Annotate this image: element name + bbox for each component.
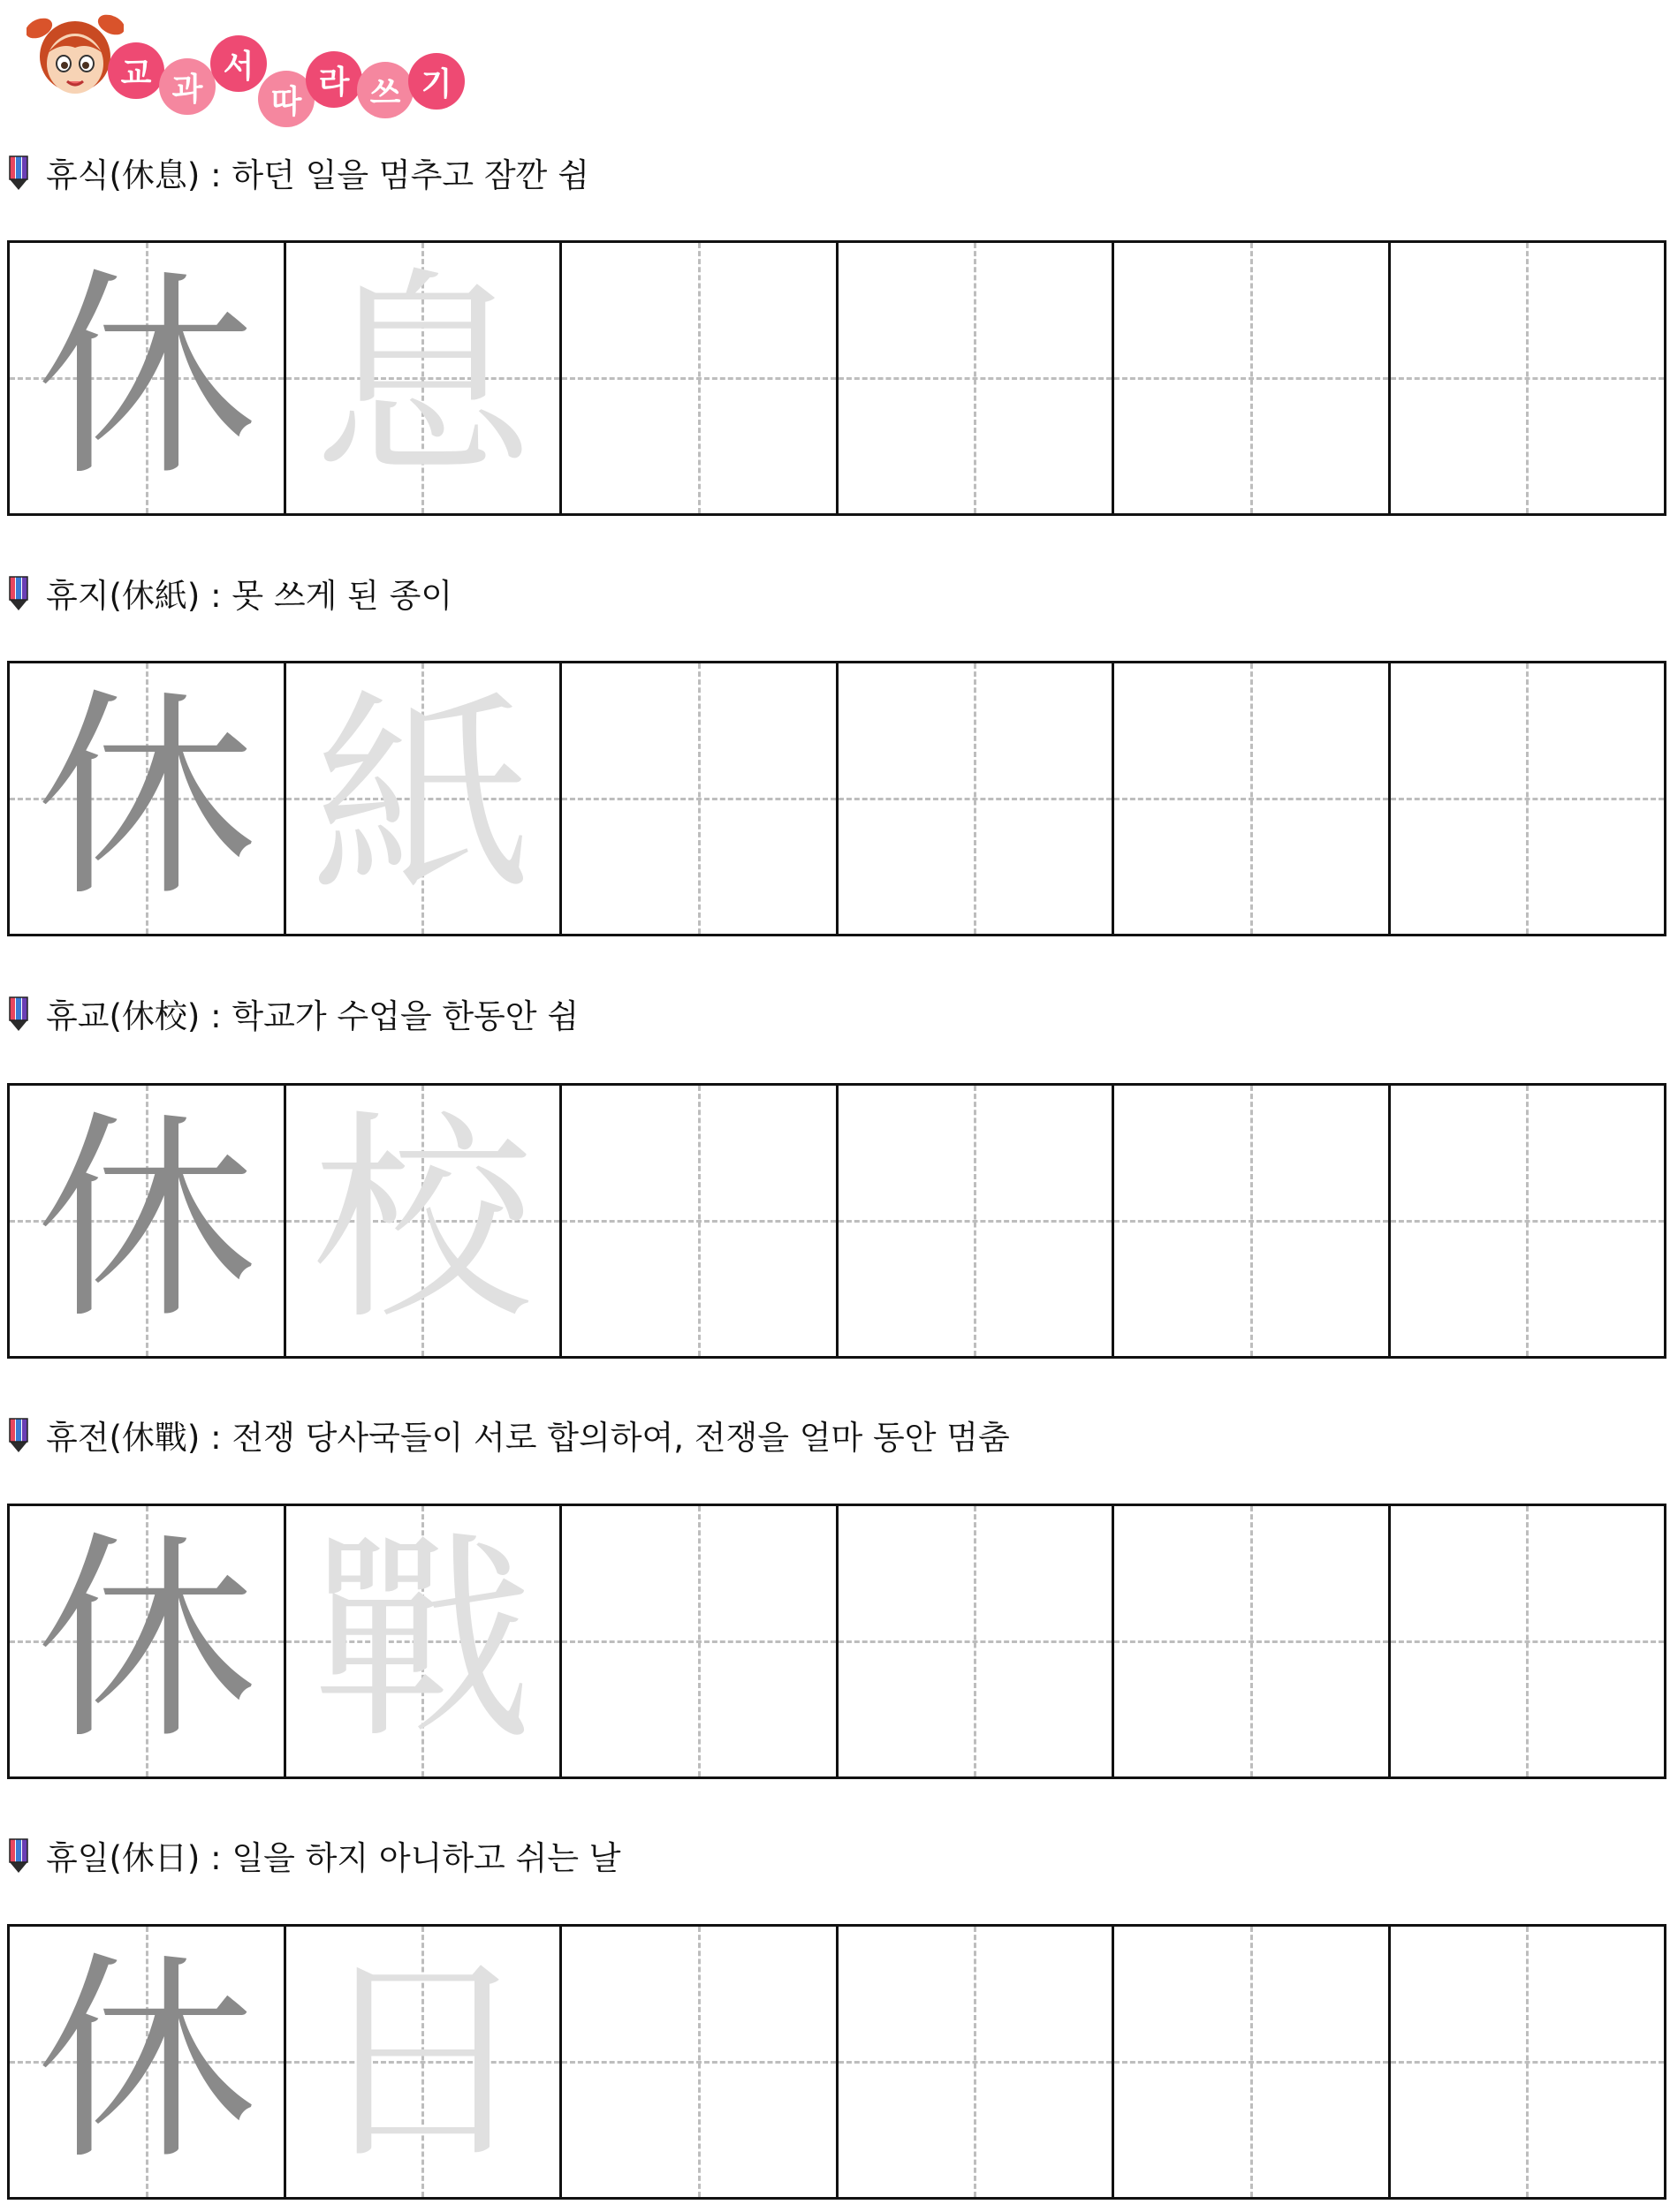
guide-cell [10,1927,284,2197]
practice-cell[interactable] [1112,243,1388,513]
word-heading [7,566,452,619]
guide-cell [284,1927,560,2197]
writing-grid [7,1504,1666,1779]
practice-cell[interactable] [1112,1086,1388,1356]
guide-cell [284,1506,560,1776]
guide-char-light: 日 [312,1933,534,2190]
pencil-icon [7,1837,30,1873]
guide-cell [284,663,560,934]
practice-cell[interactable] [559,1086,836,1356]
guide-char-light: 戰 [312,1512,534,1769]
practice-cell[interactable] [1388,1506,1665,1776]
practice-cell[interactable] [836,663,1112,934]
practice-cell[interactable] [836,1927,1112,2197]
word-definition: 휴지(休紙) : 못 쓰게 된 종이 [46,577,453,615]
practice-cell[interactable] [1388,1086,1665,1356]
practice-cell[interactable] [1388,663,1665,934]
title-char: 쓰 [357,62,414,118]
word-heading [7,1829,621,1882]
practice-cell[interactable] [559,1506,836,1776]
practice-cell[interactable] [1112,1506,1388,1776]
pencil-icon [7,1417,30,1452]
pencil-icon [7,575,30,610]
practice-cell[interactable] [559,243,836,513]
title-char: 기 [408,53,465,110]
guide-cell [10,243,284,513]
word-heading [7,1408,1010,1461]
word-definition: 휴교(休校) : 학교가 수업을 한동안 쉼 [46,997,580,1035]
guide-char-light: 紙 [312,670,534,927]
word-heading [7,146,589,199]
guide-char-light: 息 [312,249,534,506]
page-header [0,0,1670,141]
writing-grid [7,240,1666,516]
word-definition: 휴식(休息) : 하던 일을 멈추고 잠깐 쉼 [46,156,589,194]
guide-cell [10,663,284,934]
practice-cell[interactable] [559,1927,836,2197]
guide-cell [10,1506,284,1776]
title-char: 라 [306,51,362,108]
guide-char-dark: 休 [35,1512,257,1769]
practice-cell[interactable] [559,663,836,934]
guide-char-dark: 休 [35,1933,257,2190]
practice-cell[interactable] [836,1506,1112,1776]
practice-cell[interactable] [1388,1927,1665,2197]
writing-grid [7,1924,1666,2200]
practice-cell[interactable] [836,1086,1112,1356]
title-char: 따 [258,71,315,127]
title-char: 서 [210,35,267,92]
guide-char-dark: 休 [35,670,257,927]
guide-cell [10,1086,284,1356]
practice-cell[interactable] [1388,243,1665,513]
guide-cell [284,1086,560,1356]
practice-cell[interactable] [1112,663,1388,934]
practice-cell[interactable] [1112,1927,1388,2197]
practice-cell[interactable] [836,243,1112,513]
guide-char-light: 校 [312,1092,534,1349]
title-char: 과 [159,58,216,115]
word-heading [7,987,579,1040]
guide-cell [284,243,560,513]
guide-char-dark: 休 [35,249,257,506]
pencil-icon [7,155,30,190]
title-char: 교 [108,42,164,99]
pencil-icon [7,996,30,1031]
writing-grid [7,1083,1666,1359]
word-definition: 휴일(休日) : 일을 하지 아니하고 쉬는 날 [46,1839,621,1877]
writing-grid [7,661,1666,936]
word-definition: 휴전(休戰) : 전쟁 당사국들이 서로 합의하여, 전쟁을 얼마 동안 멈춤 [46,1419,1010,1457]
title-bubbles [0,0,530,141]
guide-char-dark: 休 [35,1092,257,1349]
